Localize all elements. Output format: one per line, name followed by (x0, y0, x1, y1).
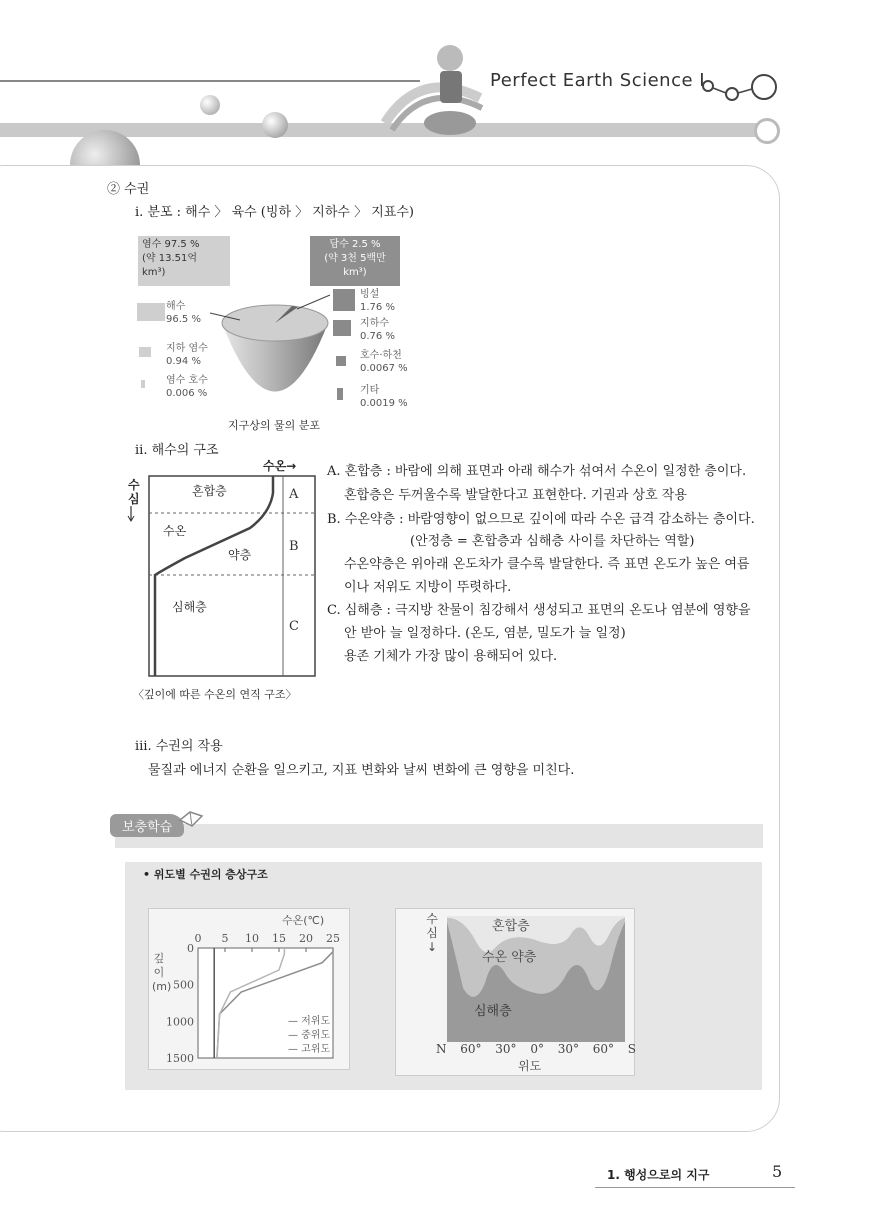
chart1-y-tick: 1000 (166, 1015, 194, 1029)
label-saline-groundwater-value: 0.94 % (166, 356, 201, 367)
label-groundwater-value: 0.76 % (360, 331, 395, 342)
seawater-swatch (137, 303, 165, 321)
chart2-x-tick: 0° (530, 1042, 544, 1056)
book-icon (178, 806, 204, 828)
chart2-x-tick: 30° (557, 1042, 579, 1056)
footer-chapter: 1. 행성으로의 지구 (607, 1168, 710, 1182)
chart1-legend-entry: — 고위도 (288, 1044, 331, 1055)
saline-groundwater-swatch (139, 347, 151, 357)
label-groundwater-name: 지하수 (360, 318, 389, 329)
chart1-y-tick: 500 (173, 978, 194, 992)
item3-body: 물질과 에너지 순환을 일으키고, 지표 변화와 날씨 변화에 큰 영향을 미친다. (148, 763, 575, 778)
character-illustration (380, 38, 490, 138)
footer-page-number: 5 (772, 1162, 783, 1181)
desc-line: 용존 기체가 가장 많이 용해되어 있다. (344, 649, 558, 664)
chart1-legend-entry: — 중위도 (288, 1030, 331, 1041)
chart1-plot (148, 908, 348, 1068)
supplement-bar (115, 824, 763, 848)
label-lake-river-name: 호수·하천 (360, 350, 402, 361)
diagram-caption: 〈깊이에 따른 수온의 연직 구조〉 (133, 688, 297, 701)
small-globe-icon (200, 95, 220, 115)
chart2-x-ticks (436, 1042, 636, 1056)
letter-a: A (289, 487, 299, 502)
chart2-x-tick: 60° (460, 1042, 482, 1056)
diagram-layer-deep: 심해층 (172, 600, 207, 614)
item2-text: ⅱ. 해수의 구조 (135, 443, 219, 458)
chart2-deep-label: 심해층 (474, 1004, 512, 1019)
chart1-x-tick: 10 (245, 932, 259, 945)
diagram-layer-thermo-b: 약층 (228, 548, 252, 562)
label-ice-value: 1.76 % (360, 302, 395, 313)
section-heading: ② 수권 (107, 182, 150, 197)
desc-line: (안정층 = 혼합층과 심해층 사이를 차단하는 역할) (410, 534, 695, 549)
chart2-x-label: 위도 (518, 1059, 542, 1073)
desc-line: 이나 저위도 지방이 뚜렷하다. (344, 580, 512, 595)
chart2-x-tick: S (627, 1042, 636, 1056)
desc-line: A. 혼합층 : 바람에 의해 표면과 아래 해수가 섞여서 수온이 일정한 층이다. (327, 464, 747, 479)
diagram-layer-thermo-a: 수온 (163, 524, 187, 538)
letter-b: B (289, 539, 299, 554)
item1-text: ⅰ. 분포 : 해수 〉 육수 (빙하 〉 지하수 〉 지표수) (135, 205, 414, 220)
desc-line: 안 받아 늘 일정하다. (온도, 염분, 밀도가 늘 일정) (344, 626, 626, 641)
label-saline-groundwater-name: 지하 염수 (166, 343, 208, 354)
supplement-tag: 보충학습 (110, 814, 184, 837)
footer-rule (595, 1187, 795, 1188)
distribution-caption: 지구상의 물의 분포 (228, 419, 321, 432)
saltwater-box: 염수 97.5 % (약 13.51억 km³) (138, 236, 230, 286)
label-saline-lake-value: 0.006 % (166, 388, 208, 399)
chart2-thermo-label: 수온 약층 (482, 950, 537, 965)
label-lake-river-value: 0.0067 % (360, 363, 408, 374)
label-seawater-value: 96.5 % (166, 314, 201, 325)
chart1-x-tick: 15 (272, 932, 286, 945)
chart2-x-tick: N (436, 1042, 447, 1056)
chart1-x-tick: 25 (326, 932, 340, 945)
desc-line: 혼합층은 두꺼울수록 발달한다고 표현한다. 기권과 상호 작용 (344, 488, 687, 503)
label-ice-name: 빙설 (360, 289, 380, 300)
small-globe-icon (262, 112, 288, 138)
chart1-y-label: 깊 이 (m) (152, 952, 172, 993)
chart1-x-tick: 20 (299, 932, 313, 945)
diagram-axis-left: 수심 (128, 478, 140, 506)
diagram-layer-mixed: 혼합층 (192, 484, 227, 498)
ice-swatch (333, 289, 355, 311)
chart1-x-tick: 0 (194, 932, 202, 945)
label-seawater-name: 해수 (166, 301, 186, 312)
item3-text: ⅲ. 수권의 작용 (135, 739, 223, 754)
header-circles-icon (700, 72, 782, 104)
chart2-mixed-label: 혼합층 (492, 919, 530, 934)
freshwater-box: 담수 2.5 % (약 3천 5백만 km³) (310, 236, 400, 286)
chart1-x-tick: 5 (221, 932, 229, 945)
letter-c: C (289, 619, 299, 634)
supplement-bullet: • 위도별 수권의 층상구조 (143, 868, 268, 881)
header-title: Perfect Earth Science Ⅰ (490, 70, 706, 91)
chart2-x-tick: 60° (592, 1042, 615, 1056)
header-rule (0, 80, 420, 82)
groundwater-swatch (333, 320, 351, 336)
other-swatch (337, 388, 343, 400)
chart1-top-label: 수온(℃) (282, 914, 325, 927)
saline-lake-swatch (141, 380, 145, 388)
label-other-name: 기타 (360, 385, 380, 396)
diagram-axis-top: 수온→ (263, 459, 297, 473)
label-other-value: 0.0019 % (360, 398, 408, 409)
desc-line: C. 심해층 : 극지방 찬물이 침강해서 생성되고 표면의 온도나 염분에 영향을 (327, 603, 751, 618)
chart2-y-label: 수 심 ↓ (426, 912, 438, 954)
water-distribution-bowl (200, 285, 350, 410)
lake-river-swatch (336, 356, 346, 366)
chart1-legend-entry: — 저위도 (288, 1016, 331, 1027)
label-saline-lake-name: 염수 호수 (166, 375, 208, 386)
header-bar-circle (754, 118, 780, 144)
chart2-x-tick: 30° (495, 1042, 517, 1056)
chart1-y-tick: 1500 (166, 1052, 194, 1065)
desc-line: 수온약층은 위아래 온도차가 클수록 발달한다. 즉 표면 온도가 높은 여름 (344, 557, 750, 572)
chart1-y-tick: 0 (187, 942, 194, 955)
desc-line: B. 수온약층 : 바람영향이 없으므로 깊이에 따라 수온 급격 감소하는 층이다. (327, 512, 755, 527)
